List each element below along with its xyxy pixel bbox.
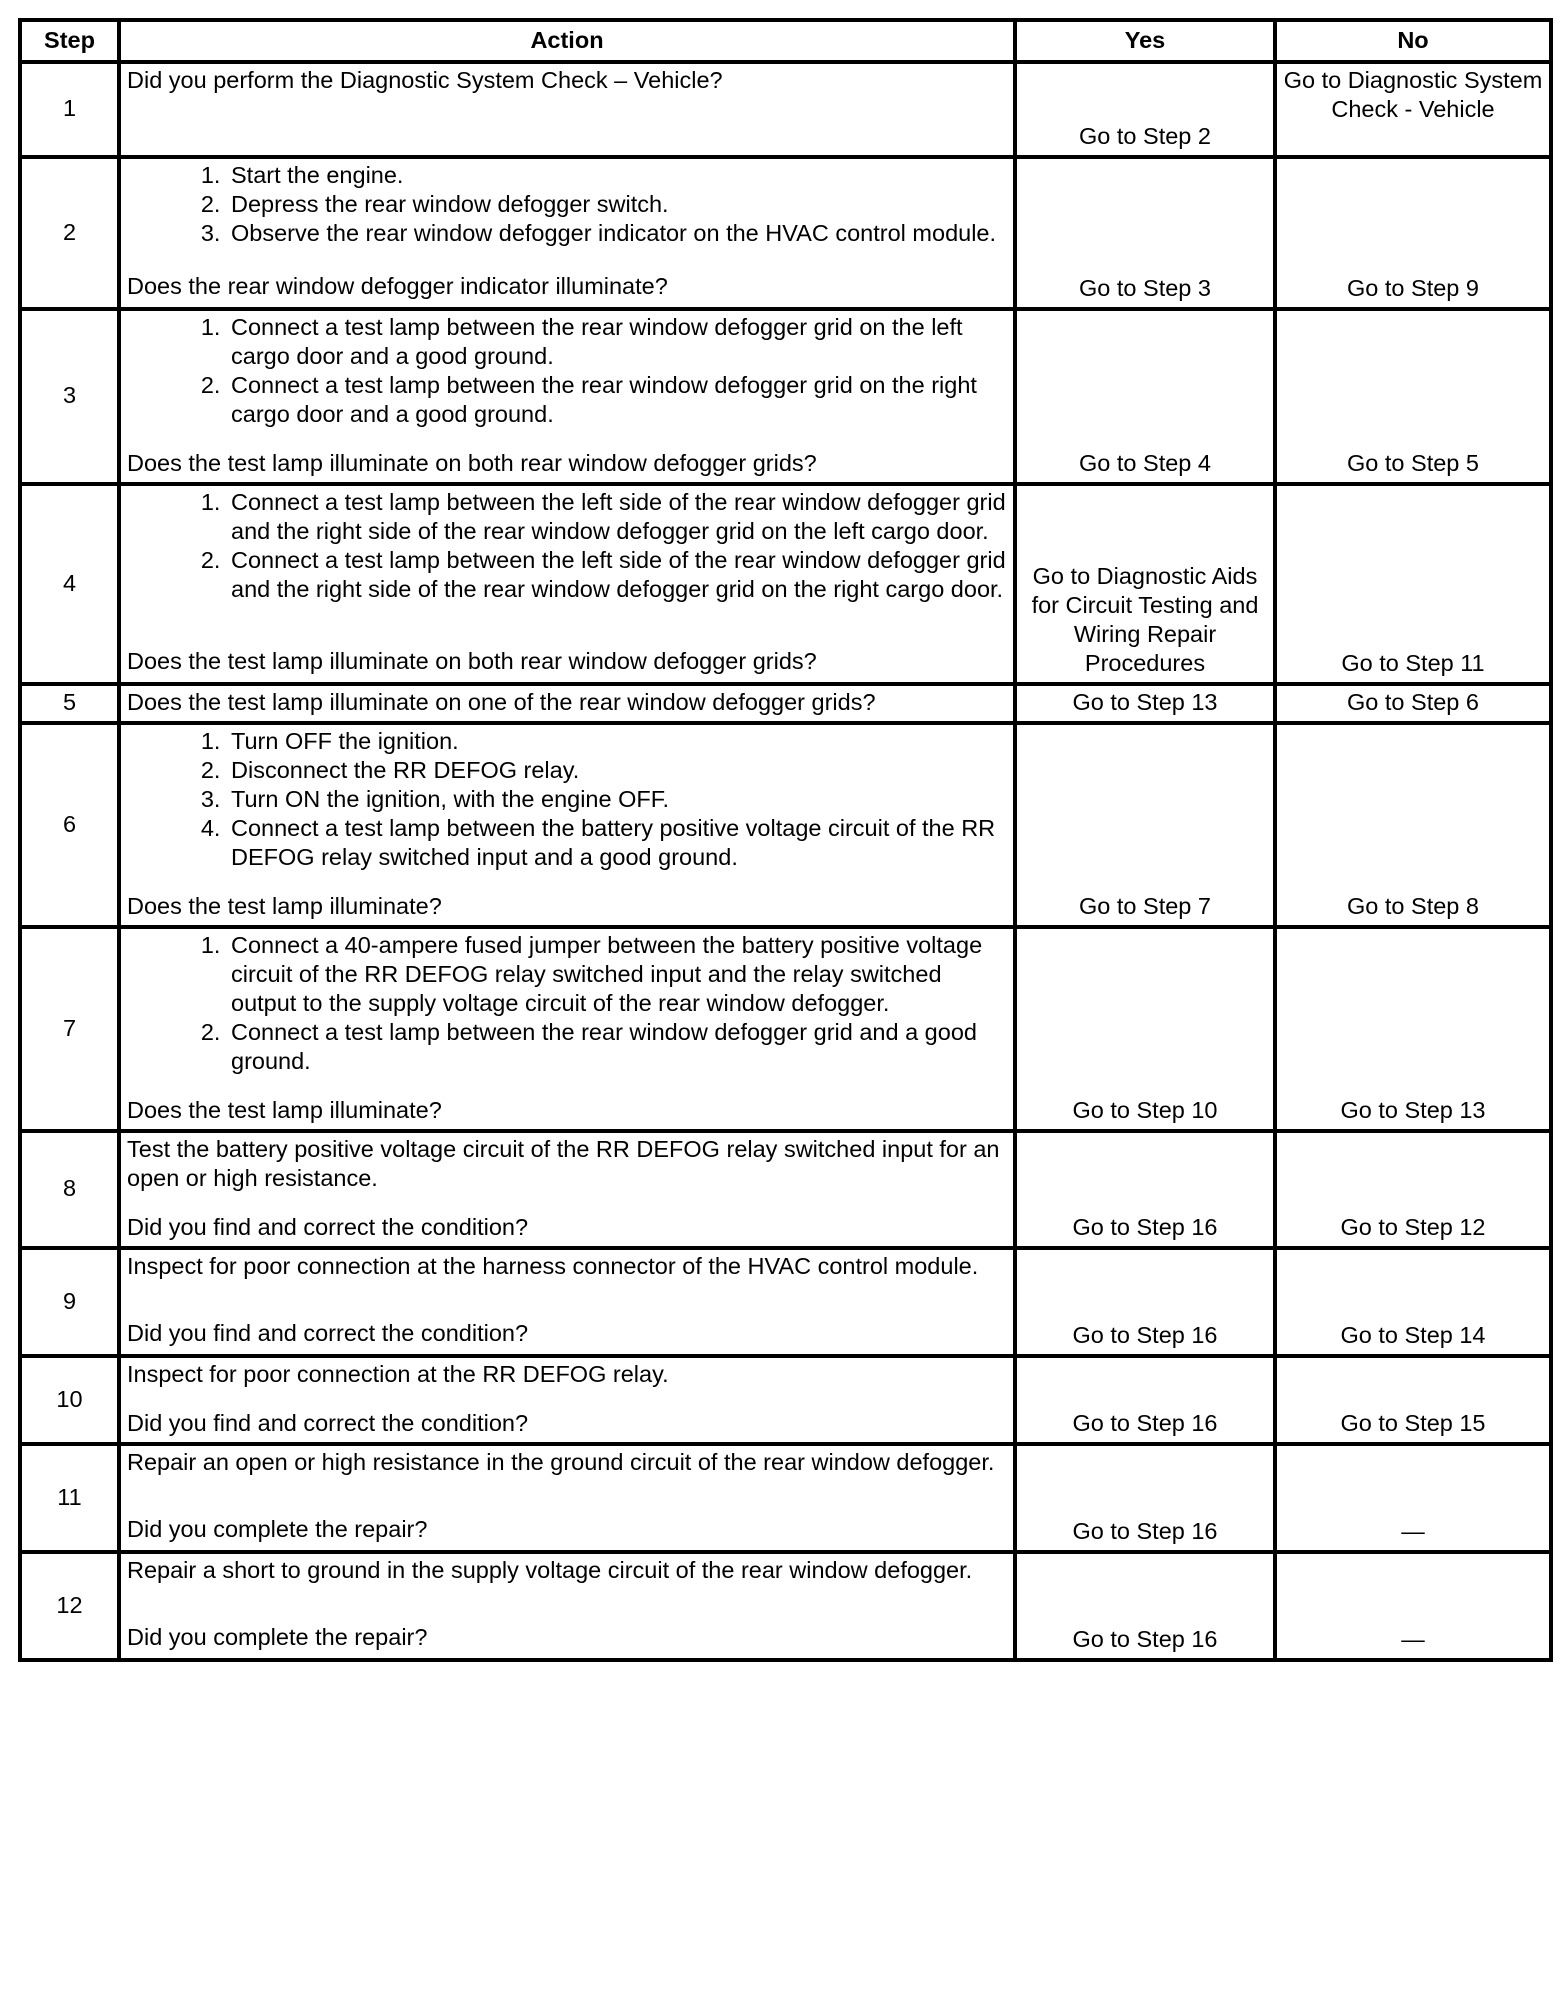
action-question: Does the rear window defogger indicator illuminate? bbox=[127, 273, 668, 299]
action-question: Did you find and correct the condition? bbox=[127, 1214, 529, 1240]
yes-result: Go to Step 13 bbox=[1015, 684, 1275, 723]
action-content bbox=[127, 931, 1007, 1125]
yes-result: Go to Step 16 bbox=[1015, 1248, 1275, 1356]
header-action: Action bbox=[119, 20, 1015, 62]
action-question: Did you find and correct the condition? bbox=[127, 1410, 529, 1436]
action-cell bbox=[119, 62, 1015, 157]
table-row bbox=[20, 62, 1551, 157]
action-text: Repair a short to ground in the supply voltage circuit of the rear window defogger. bbox=[127, 1557, 973, 1583]
step-number: 12 bbox=[20, 1552, 119, 1660]
step-number: 9 bbox=[20, 1248, 119, 1356]
action-question: Does the test lamp illuminate? bbox=[127, 1097, 442, 1123]
procedure-item: 2. Connect a test lamp between the rear window defogger grid on the right cargo door and a good ground. bbox=[227, 371, 1007, 429]
yes-result: Go to Diagnostic Aids for Circuit Testing and Wiring Repair Procedures bbox=[1015, 484, 1275, 684]
action-question: Does the test lamp illuminate? bbox=[127, 893, 442, 919]
action-text: Does the test lamp illuminate on one of the rear window defogger grids? bbox=[127, 689, 876, 715]
table-row bbox=[20, 723, 1551, 927]
action-cell bbox=[119, 1131, 1015, 1248]
table-row bbox=[20, 309, 1551, 484]
action-content bbox=[127, 488, 1007, 676]
action-content bbox=[127, 161, 1007, 301]
table-body bbox=[20, 62, 1551, 1660]
yes-result: Go to Step 16 bbox=[1015, 1552, 1275, 1660]
action-cell bbox=[119, 1356, 1015, 1444]
step-number: 4 bbox=[20, 484, 119, 684]
table-row bbox=[20, 684, 1551, 723]
action-text: Test the battery positive voltage circuit of the RR DEFOG relay switched input for an open or high resistance. bbox=[127, 1136, 1000, 1191]
no-result: Go to Step 9 bbox=[1275, 157, 1551, 309]
procedure-item: 3. Observe the rear window defogger indicator on the HVAC control module. bbox=[227, 219, 1007, 248]
procedure-item: 1. Connect a 40-ampere fused jumper between the battery positive voltage circuit of the RR DEFOG relay switched input and the relay switched output to the supply voltage circuit of the rear window defogger. bbox=[227, 931, 1007, 1018]
yes-result: Go to Step 16 bbox=[1015, 1356, 1275, 1444]
table-row bbox=[20, 1356, 1551, 1444]
action-text: Inspect for poor connection at the RR DEFOG relay. bbox=[127, 1361, 669, 1387]
yes-result: Go to Step 7 bbox=[1015, 723, 1275, 927]
header-row bbox=[20, 20, 1551, 62]
no-result: — bbox=[1275, 1552, 1551, 1660]
step-number: 10 bbox=[20, 1356, 119, 1444]
action-question: Did you complete the repair? bbox=[127, 1516, 428, 1542]
no-result: Go to Step 6 bbox=[1275, 684, 1551, 723]
action-content bbox=[127, 1448, 1007, 1544]
action-content bbox=[127, 1556, 1007, 1652]
action-content bbox=[127, 1360, 1007, 1438]
action-cell bbox=[119, 309, 1015, 484]
header-step: Step bbox=[20, 20, 119, 62]
step-number: 2 bbox=[20, 157, 119, 309]
procedure-list bbox=[127, 313, 1007, 429]
step-number: 5 bbox=[20, 684, 119, 723]
no-result: — bbox=[1275, 1444, 1551, 1552]
yes-result: Go to Step 3 bbox=[1015, 157, 1275, 309]
procedure-item: 1. Connect a test lamp between the left side of the rear window defogger grid and the right side of the rear window defogger grid on the left cargo door. bbox=[227, 488, 1007, 546]
procedure-item: 1. Start the engine. bbox=[227, 161, 1007, 190]
action-content bbox=[127, 1252, 1007, 1348]
procedure-list bbox=[127, 931, 1007, 1076]
step-number: 7 bbox=[20, 927, 119, 1131]
procedure-list bbox=[127, 161, 1007, 248]
header-yes: Yes bbox=[1015, 20, 1275, 62]
table-row bbox=[20, 1131, 1551, 1248]
yes-result: Go to Step 16 bbox=[1015, 1444, 1275, 1552]
yes-result: Go to Step 2 bbox=[1015, 62, 1275, 157]
action-content bbox=[127, 313, 1007, 478]
action-text: Inspect for poor connection at the harness connector of the HVAC control module. bbox=[127, 1253, 979, 1279]
diagnostic-table bbox=[18, 18, 1553, 1662]
procedure-item: 2. Connect a test lamp between the rear window defogger grid and a good ground. bbox=[227, 1018, 1007, 1076]
yes-result: Go to Step 4 bbox=[1015, 309, 1275, 484]
action-cell bbox=[119, 1248, 1015, 1356]
action-question: Does the test lamp illuminate on both rear window defogger grids? bbox=[127, 648, 817, 674]
no-result: Go to Diagnostic System Check - Vehicle bbox=[1275, 62, 1551, 157]
procedure-item: 2. Depress the rear window defogger switch. bbox=[227, 190, 1007, 219]
no-result: Go to Step 12 bbox=[1275, 1131, 1551, 1248]
action-question: Did you complete the repair? bbox=[127, 1624, 428, 1650]
procedure-item: 3. Turn ON the ignition, with the engine OFF. bbox=[227, 785, 1007, 814]
step-number: 6 bbox=[20, 723, 119, 927]
action-content bbox=[127, 1135, 1007, 1242]
step-number: 11 bbox=[20, 1444, 119, 1552]
step-number: 3 bbox=[20, 309, 119, 484]
action-question: Does the test lamp illuminate on both rear window defogger grids? bbox=[127, 450, 817, 476]
procedure-item: 2. Connect a test lamp between the left side of the rear window defogger grid and the right side of the rear window defogger grid on the right cargo door. bbox=[227, 546, 1007, 604]
no-result: Go to Step 15 bbox=[1275, 1356, 1551, 1444]
procedure-item: 4. Connect a test lamp between the battery positive voltage circuit of the RR DEFOG relay switched input and a good ground. bbox=[227, 814, 1007, 872]
yes-result: Go to Step 16 bbox=[1015, 1131, 1275, 1248]
table-row bbox=[20, 1248, 1551, 1356]
action-question: Did you find and correct the condition? bbox=[127, 1320, 529, 1346]
table-row bbox=[20, 157, 1551, 309]
action-text: Repair an open or high resistance in the ground circuit of the rear window defogger. bbox=[127, 1449, 995, 1475]
action-cell bbox=[119, 684, 1015, 723]
procedure-item: 1. Connect a test lamp between the rear window defogger grid on the left cargo door and a good ground. bbox=[227, 313, 1007, 371]
procedure-list bbox=[127, 488, 1007, 604]
procedure-list bbox=[127, 727, 1007, 872]
action-cell bbox=[119, 927, 1015, 1131]
table-row bbox=[20, 1444, 1551, 1552]
action-text: Did you perform the Diagnostic System Check – Vehicle? bbox=[127, 67, 723, 93]
no-result: Go to Step 13 bbox=[1275, 927, 1551, 1131]
procedure-item: 1. Turn OFF the ignition. bbox=[227, 727, 1007, 756]
action-cell bbox=[119, 1444, 1015, 1552]
table-row bbox=[20, 484, 1551, 684]
action-cell bbox=[119, 723, 1015, 927]
header-no: No bbox=[1275, 20, 1551, 62]
no-result: Go to Step 14 bbox=[1275, 1248, 1551, 1356]
no-result: Go to Step 11 bbox=[1275, 484, 1551, 684]
procedure-item: 2. Disconnect the RR DEFOG relay. bbox=[227, 756, 1007, 785]
action-cell bbox=[119, 1552, 1015, 1660]
table-row bbox=[20, 927, 1551, 1131]
action-cell bbox=[119, 484, 1015, 684]
action-cell bbox=[119, 157, 1015, 309]
step-number: 1 bbox=[20, 62, 119, 157]
action-content bbox=[127, 727, 1007, 921]
yes-result: Go to Step 10 bbox=[1015, 927, 1275, 1131]
table-row bbox=[20, 1552, 1551, 1660]
no-result: Go to Step 8 bbox=[1275, 723, 1551, 927]
no-result: Go to Step 5 bbox=[1275, 309, 1551, 484]
step-number: 8 bbox=[20, 1131, 119, 1248]
